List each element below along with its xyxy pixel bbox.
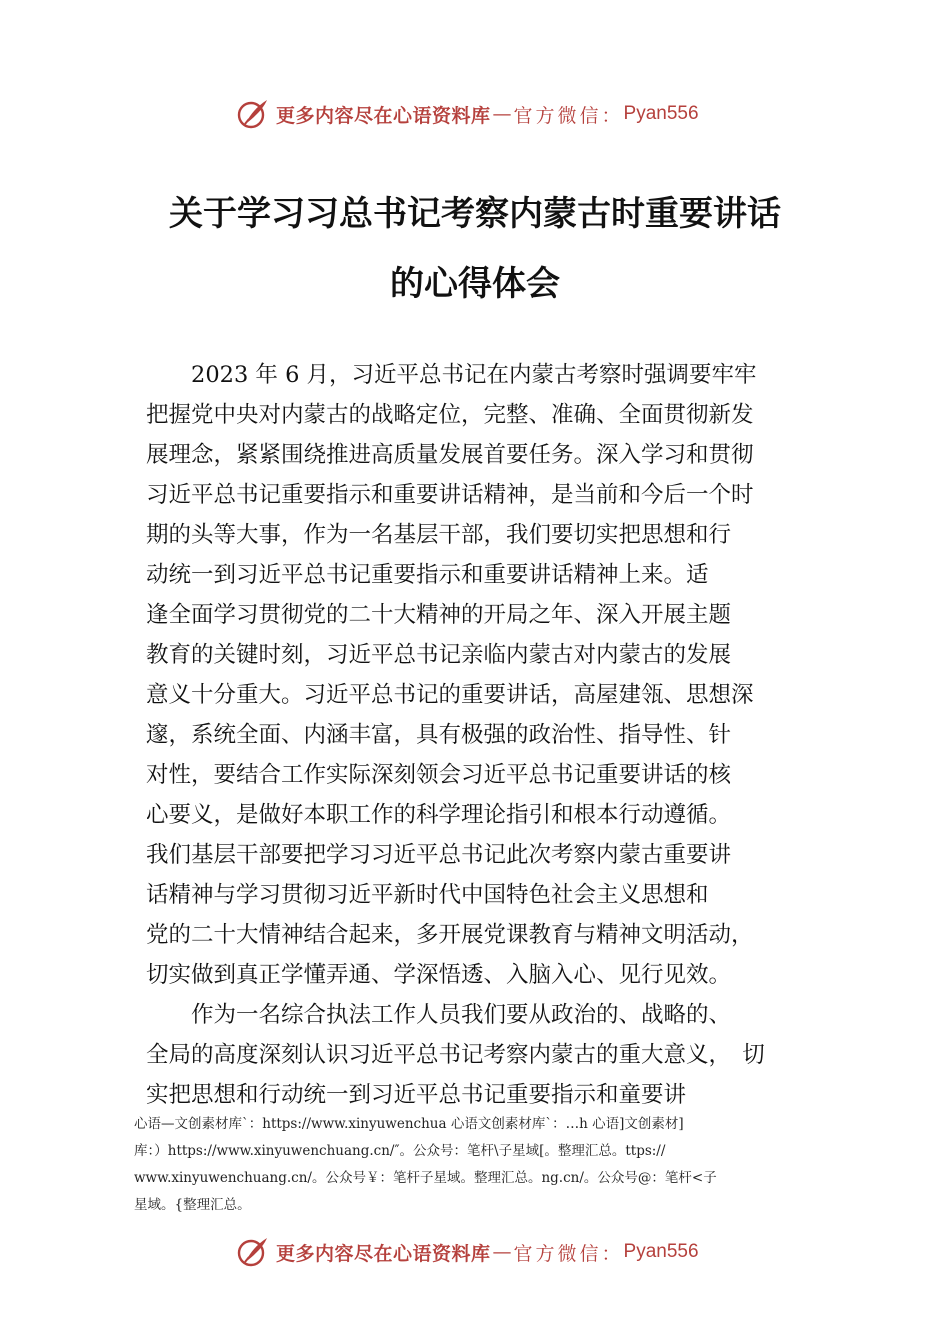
body-line: 党的二十大情神结合起来，多开展党课教育与精神文明活动， <box>146 922 754 948</box>
quill-pen-logo-icon <box>236 97 270 131</box>
document-title-line-1: 关于学习习总书记考察内蒙古时重要讲话 <box>169 194 781 234</box>
body-line: 动统一到习近平总书记重要指示和重要讲话精神上来。适 <box>146 562 709 588</box>
footer-note-line: www.xinyuwenchuang.cn/。公众号￥：笔杆子星域。整理汇总。ng.cn/。公众号@：笔杆<子 <box>134 1170 717 1186</box>
document-title-line-2: 的心得体会 <box>390 264 560 304</box>
body-line: 作为一名综合执法工作人员我们要从政治的、战略的、 <box>146 1002 732 1028</box>
footer-note-line: 心语—文创素材库`：https://www.xinyuwenchua 心语文创素材库`：…h 心语]文创素材] <box>134 1116 684 1132</box>
body-line: 心要义，是做好本职工作的科学理论指引和根本行动遵循。 <box>146 802 732 828</box>
banner-separator: — <box>492 103 512 125</box>
body-line: 2023 年 6 月，习近平总书记在内蒙古考察时强调要牢牢 <box>146 362 757 388</box>
body-line: 逢全面学习贯彻党的二十大精神的开局之年、深入开展主题 <box>146 602 732 628</box>
body-line: 切实做到真正学懂弄通、学深悟透、入脑入心、见行见效。 <box>146 962 732 988</box>
body-line: 邃，系统全面、内涵丰富，具有极强的政治性、指导性、针 <box>146 722 732 748</box>
body-line: 实把思想和行动统一到习近平总书记重要指示和童要讲 <box>146 1082 687 1108</box>
body-line: 把握党中央对内蒙古的战略定位，完整、准确、全面贯彻新发 <box>146 402 754 428</box>
body-line: 我们基层干部要把学习习近平总书记此次考察内蒙古重要讲 <box>146 842 732 868</box>
body-line: 期的头等大事，作为一名基层干部，我们要切实把思想和行 <box>146 522 732 548</box>
banner-wechat-label: 官方微信： <box>513 104 624 127</box>
banner-slogan: 更多内容尽在心语资料库 <box>276 104 491 127</box>
footer-banner[interactable] <box>236 1234 736 1270</box>
body-line: 习近平总书记重要指示和重要讲话精神，是当前和今后一个时 <box>146 482 754 508</box>
body-line: 意义十分重大。习近平总书记的重要讲话，高屋建瓴、思想深 <box>146 682 754 708</box>
body-line: 全局的高度深刻认识习近平总书记考察内蒙古的重大意义， 切 <box>146 1042 765 1068</box>
body-line: 教育的关键时刻，习近平总书记亲临内蒙古对内蒙古的发展 <box>146 642 732 668</box>
banner-account: Pyan556 <box>623 103 699 124</box>
body-line: 展理念，紧紧围绕推进高质量发展首要任务。深入学习和贯彻 <box>146 442 754 468</box>
body-line: 话精神与学习贯彻习近平新时代中国特色社会主义思想和 <box>146 882 709 908</box>
banner-wechat-label: 官方微信： <box>513 1242 624 1265</box>
footer-note-line: 库：）https://www.xinyuwenchuang.cn/″。公众号：笔杆\子星域[。整理汇总。ttps:// <box>134 1143 666 1159</box>
header-banner[interactable] <box>236 96 736 132</box>
banner-separator: — <box>492 1241 512 1263</box>
body-line: 对性，要结合工作实际深刻领会习近平总书记重要讲话的核 <box>146 762 732 788</box>
footer-note-line: 星域。{整理汇总。 <box>134 1197 251 1213</box>
banner-slogan: 更多内容尽在心语资料库 <box>276 1242 491 1265</box>
quill-pen-logo-icon <box>236 1235 270 1269</box>
banner-account: Pyan556 <box>623 1241 699 1262</box>
